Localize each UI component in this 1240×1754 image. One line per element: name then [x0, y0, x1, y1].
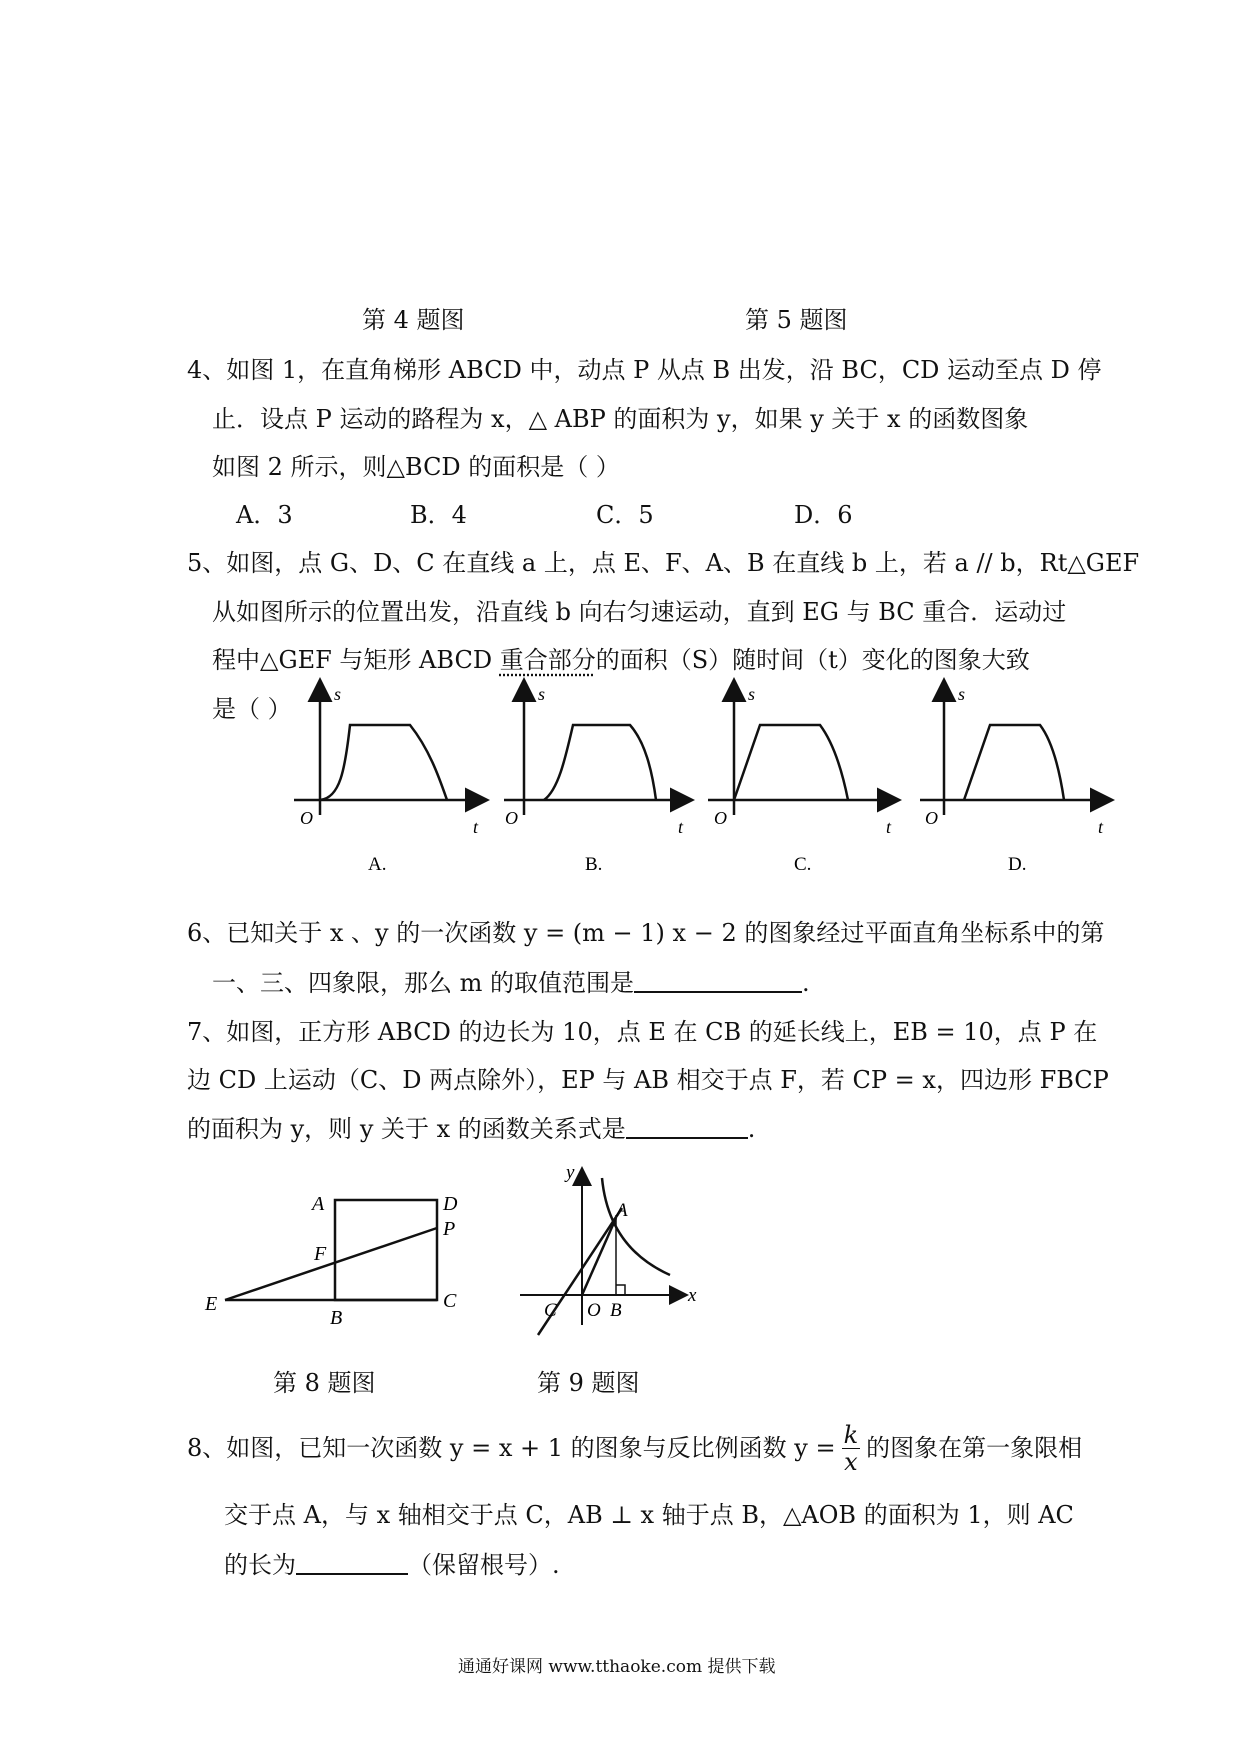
q5-line3-c: 的面积（S）随时间（t）变化的图象大致 — [595, 646, 1030, 674]
fig9-label-y: y — [566, 1162, 575, 1183]
fig9-label-o: O — [587, 1300, 601, 1321]
q4-line2: 止．设点 P 运动的路程为 x，△ ABP 的面积为 y，如果 y 关于 x 的函数图象 — [212, 405, 1029, 433]
fig8-label-a: A — [312, 1193, 325, 1215]
q8-line1-b: 的图象在第一象限相 — [866, 1434, 1083, 1462]
graph-a-option-label: A. — [368, 854, 387, 875]
fig5-caption: 第 5 题图 — [745, 306, 848, 334]
q8-line2: 交于点 A，与 x 轴相交于点 C，AB ⊥ x 轴于点 B，△AOB 的面积为 1，则 AC — [224, 1501, 1074, 1529]
graph-d-o-label: O — [925, 808, 938, 828]
fig9-diagram — [520, 1160, 720, 1340]
fig8-diagram — [200, 1190, 480, 1340]
graph-a-s-label: s — [334, 684, 342, 704]
q7-line2: 边 CD 上运动（C、D 两点除外），EP 与 AB 相交于点 F，若 CP = x，四边形 FBCP — [187, 1066, 1109, 1094]
q8-line1 — [187, 1418, 1082, 1478]
graph-d-s-label: s — [958, 684, 966, 704]
q5-line4: 是（ ） — [212, 695, 292, 723]
q6-answer-blank — [634, 969, 802, 993]
fig9-label-a: A — [616, 1200, 628, 1221]
fig8-label-p: P — [443, 1218, 456, 1240]
q8-line3 — [224, 1550, 560, 1580]
q8-fraction — [842, 1422, 861, 1475]
q4-line3: 如图 2 所示，则△BCD 的面积是（ ） — [212, 453, 620, 481]
graph-c-t-label: t — [886, 817, 892, 837]
q8-line3-b: （保留根号）. — [408, 1551, 560, 1579]
graph-b-o-label: O — [505, 808, 518, 828]
q7-line1: 7、如图，正方形 ABCD 的边长为 10，点 E 在 CB 的延长线上，EB = 10，点 P 在 — [187, 1018, 1098, 1046]
q4-option-b: B．4 — [410, 501, 467, 529]
q7-end: . — [747, 1115, 756, 1143]
q5-emphasis: 重合部分 — [499, 646, 596, 674]
graph-d-option-label: D. — [1008, 854, 1027, 875]
graph-c — [708, 682, 897, 875]
graph-a-t-label: t — [473, 817, 479, 837]
q8-frac-den: x — [844, 1447, 858, 1476]
fig8-label-f: F — [314, 1243, 327, 1265]
graph-b-s-label: s — [538, 684, 546, 704]
fig9-caption: 第 9 题图 — [537, 1369, 640, 1397]
fig8-label-c: C — [443, 1290, 457, 1312]
q4-option-d: D．6 — [794, 501, 853, 529]
q5-line1: 5、如图，点 G、D、C 在直线 a 上，点 E、F、A、B 在直线 b 上，若 a // b，Rt△GEF — [187, 549, 1140, 577]
q6-line1: 6、已知关于 x 、y 的一次函数 y = (m − 1) x − 2 的图象经过平面直角坐标系中的第 — [187, 919, 1105, 947]
graph-b — [504, 682, 690, 875]
fig8-label-b: B — [330, 1307, 343, 1329]
q6-line2 — [212, 968, 810, 998]
q4-line1: 4、如图 1，在直角梯形 ABCD 中，动点 P 从点 B 出发，沿 BC，CD 运动至点 D 停 — [187, 356, 1102, 384]
q5-line3-a: 程中△GEF 与矩形 ABCD — [212, 646, 500, 674]
graph-c-option-label: C. — [794, 854, 812, 875]
q7-answer-blank — [626, 1115, 748, 1139]
q4-option-a: A．3 — [236, 501, 293, 529]
graph-c-s-label: s — [748, 684, 756, 704]
fig8-label-e: E — [205, 1293, 218, 1315]
graph-c-o-label: O — [714, 808, 727, 828]
footer-credit: 通通好课网 www.tthaoke.com 提供下载 — [458, 1657, 776, 1677]
fig8-label-d: D — [443, 1193, 458, 1215]
fig8-caption: 第 8 题图 — [273, 1369, 376, 1397]
q4-option-c: C．5 — [596, 501, 654, 529]
graph-a — [294, 682, 485, 875]
q8-answer-blank — [296, 1551, 408, 1575]
graph-b-t-label: t — [678, 817, 684, 837]
q8-line3-a: 的长为 — [224, 1551, 296, 1579]
q8-frac-num: k — [843, 1420, 859, 1449]
fig9-label-b: B — [610, 1300, 622, 1321]
graph-b-option-label: B. — [585, 854, 603, 875]
fig9-label-c: C — [544, 1300, 557, 1321]
fig9-label-x: x — [688, 1285, 697, 1306]
q6-end: . — [802, 969, 810, 997]
q7-line3-text: 的面积为 y，则 y 关于 x 的函数关系式是 — [187, 1115, 626, 1143]
fig4-caption: 第 4 题图 — [362, 306, 465, 334]
graph-a-o-label: O — [300, 808, 313, 828]
q5-option-graphs — [280, 670, 1240, 885]
q7-line3 — [187, 1114, 755, 1144]
q5-line2: 从如图所示的位置出发，沿直线 b 向右匀速运动，直到 EG 与 BC 重合．运动过 — [212, 598, 1067, 626]
q8-line1-a: 8、如图，已知一次函数 y = x + 1 的图象与反比例函数 y = — [187, 1434, 836, 1462]
graph-d — [920, 682, 1110, 875]
graph-d-t-label: t — [1098, 817, 1104, 837]
q6-line2-text: 一、三、四象限，那么 m 的取值范围是 — [212, 969, 635, 997]
